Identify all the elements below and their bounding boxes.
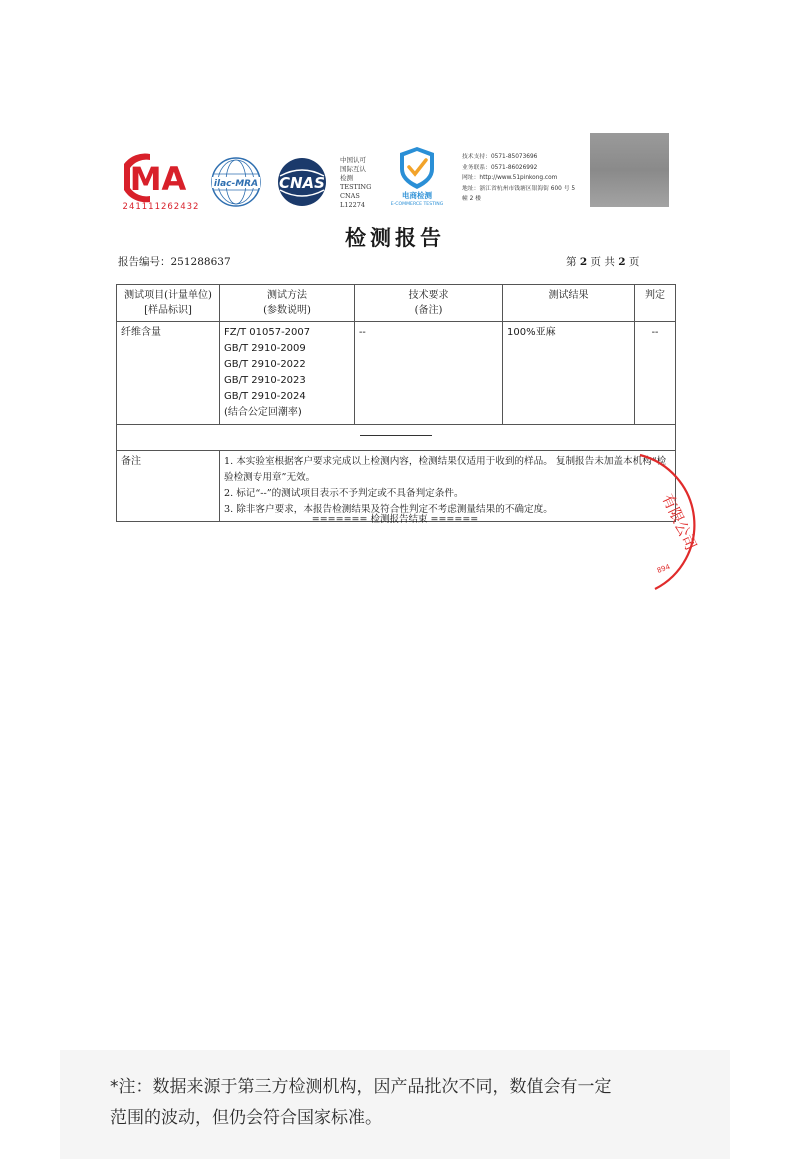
contact-info: 技术支持：0571-85073696 业务联系：0571-86026992 网址：http://www.51pinkong.com 地址：浙江省杭州市钱塘区银海街 600 号 5 幢 2 楼 <box>462 154 576 202</box>
remarks-content: 1. 本实验室根据客户要求完成以上检测内容，检测结果仅适用于收到的样品。 复制报告未加盖本机构“检验检测专用章”无效。 2. 标记“--”的测试项目表示不予判定或不具备判定条件。 3. 除非客户要求，本报告检测结果及符合性判定不考虑测量结果的不确定度。 <box>220 451 676 522</box>
table-row <box>117 322 676 425</box>
page-indicator: 第 2 页 共 2 页 <box>566 256 640 268</box>
header-test-method: 测试方法 (参数说明) <box>220 285 355 322</box>
cell-result: 100%亚麻 <box>503 322 635 425</box>
remarks-label: 备注 <box>117 451 220 522</box>
report-number: 报告编号：251288637 <box>118 256 231 268</box>
header-requirement: 技术要求 (备注) <box>355 285 503 322</box>
footnote-line-2: 范围的波动，但仍会符合国家标准。 <box>110 1108 382 1128</box>
qr-code-placeholder <box>590 133 669 207</box>
ilac-mra-logo <box>210 156 262 208</box>
footnote-box <box>60 1050 730 1159</box>
header-test-item: 测试项目(计量单位) [样品标识] <box>117 285 220 322</box>
header-verdict: 判定 <box>635 285 676 322</box>
svg-text:电商检测: 电商检测 <box>402 191 432 200</box>
cell-test-item: 纤维含量 <box>117 322 220 425</box>
separator-row <box>117 425 676 451</box>
table-header-row <box>117 285 676 322</box>
cell-test-methods: FZ/T 01057-2007 GB/T 2910-2009 GB/T 2910-2022 GB/T 2910-2023 GB/T 2910-2024 (结合公定回潮率) <box>220 322 355 425</box>
report-title: 检测报告 <box>345 225 445 250</box>
svg-text:CNAS: CNAS <box>279 174 325 192</box>
report-table <box>116 284 676 522</box>
company-seal <box>600 445 760 605</box>
separator-line <box>360 435 432 436</box>
cma-logo <box>120 150 202 212</box>
svg-text:有限公司: 有限公司 <box>658 491 701 554</box>
cell-verdict: -- <box>635 322 676 425</box>
footnote-line-1: *注：数据来源于第三方检测机构，因产品批次不同，数值会有一定 <box>110 1077 612 1097</box>
header-result: 测试结果 <box>503 285 635 322</box>
svg-text:894: 894 <box>655 562 672 575</box>
report-end-mark: ======= 检测报告结束 ====== <box>311 514 479 525</box>
svg-text:MA: MA <box>129 160 187 198</box>
mutual-recognition-text: 中国认可 国际互认 检测 TESTING CNAS L12274 <box>340 156 372 209</box>
cnas-logo <box>268 156 336 208</box>
ecommerce-testing-logo <box>388 145 446 207</box>
svg-text:E-COMMERCE TESTING: E-COMMERCE TESTING <box>390 202 444 207</box>
svg-text:ilac-MRA: ilac-MRA <box>213 179 259 189</box>
cma-code: 241111262432 <box>122 202 200 212</box>
cell-requirement: -- <box>355 322 503 425</box>
